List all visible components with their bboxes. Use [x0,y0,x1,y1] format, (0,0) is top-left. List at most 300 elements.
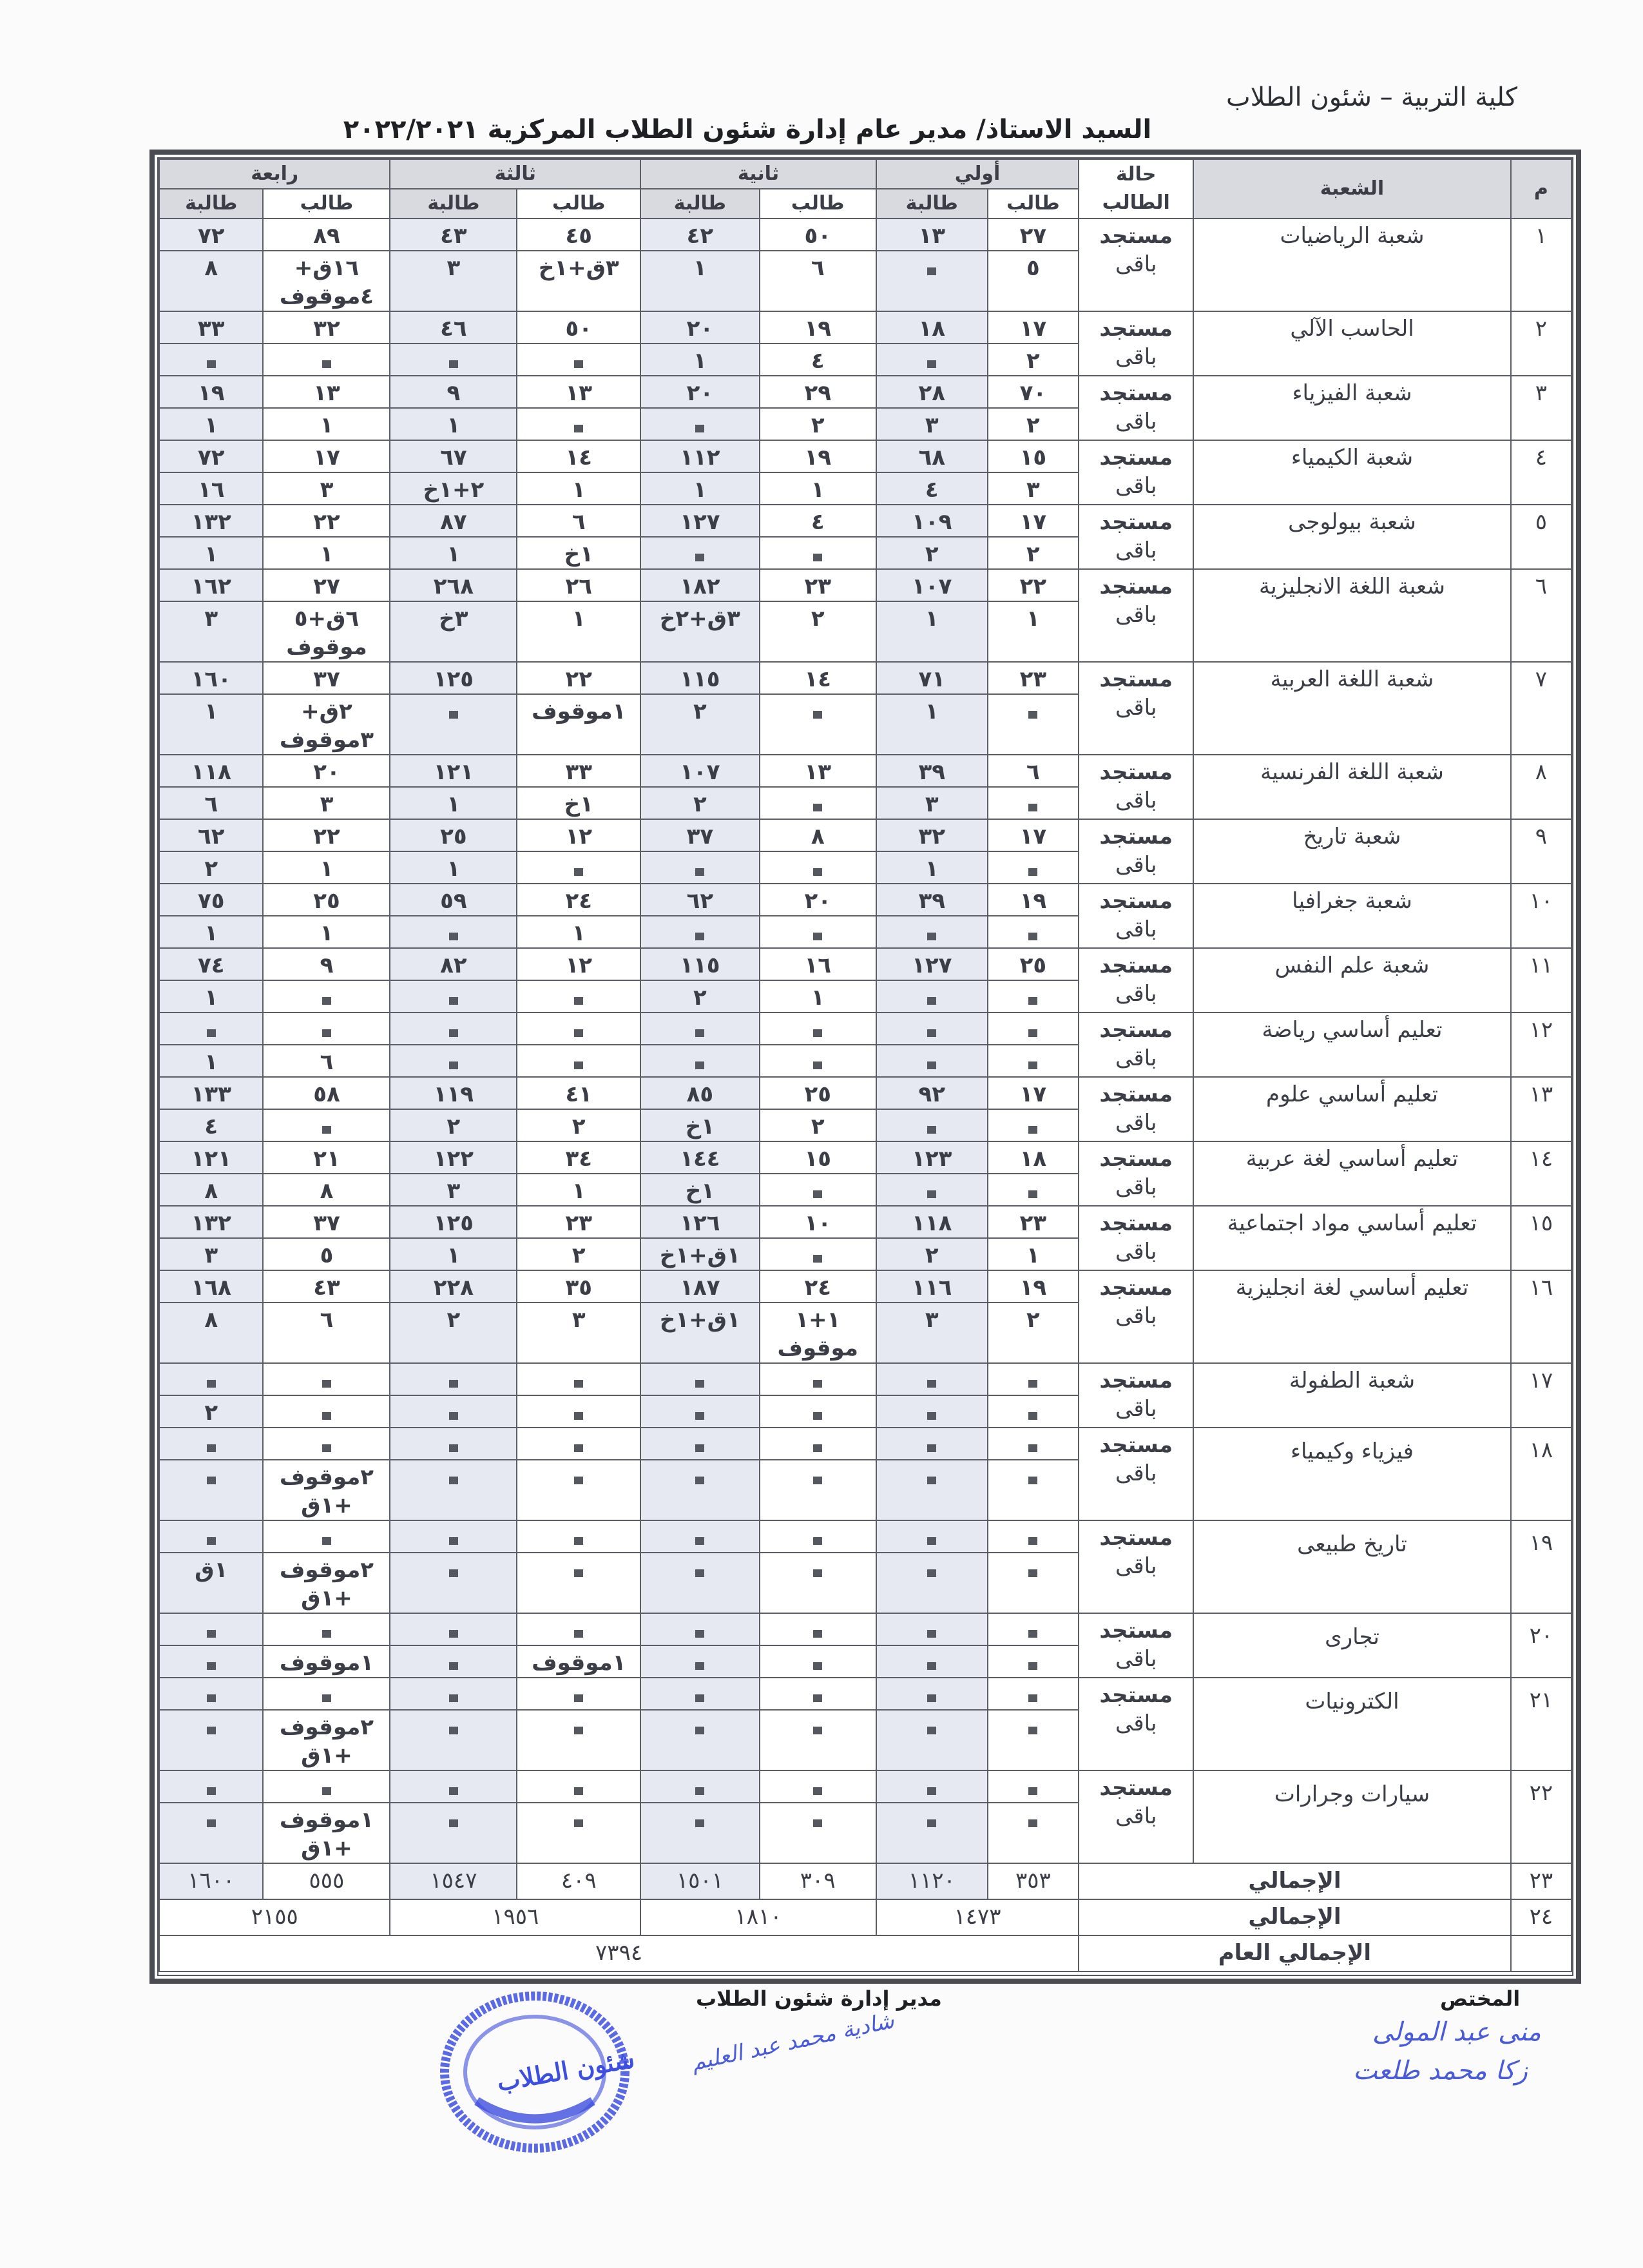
student-status [1079,1363,1193,1428]
cell-value [988,662,1079,694]
cell-value [988,1270,1079,1303]
gender-header-female: طالبة [390,189,517,218]
manager-label: مدير إدارة شئون الطلاب [696,1986,942,2011]
dash-mark [695,425,704,432]
cell-value [988,787,1079,819]
row-index: ٢٠ [1511,1613,1571,1678]
cell-value [876,1141,988,1174]
dash-mark [574,1694,583,1702]
dash-mark [1028,711,1037,719]
cell-text: ٢٢ [1019,574,1047,599]
cell-text: ١ [447,541,461,567]
cell-value [159,948,263,980]
table-row [159,1770,1571,1803]
status-remaining: باقى [1115,981,1157,1007]
cell-text: ١٤ [804,666,831,692]
student-status [1079,1077,1193,1141]
cell-value [263,251,390,311]
cell-text: ١ [204,699,218,724]
cell-value [640,1803,759,1863]
cell-value [876,1710,988,1770]
cell-value [640,1045,759,1077]
student-status [1079,1270,1193,1363]
cell-value [159,1174,263,1206]
cell-text: ١ق [195,1557,228,1583]
cell-value [159,980,263,1013]
dash-mark [1028,1380,1037,1388]
student-status [1079,311,1193,376]
cell-text: ١ [447,412,461,438]
cell-value [517,505,640,537]
table-row [159,1613,1571,1645]
cell-value [760,569,876,601]
cell-text: ٢ [693,699,707,724]
division-name: شعبة الفيزياء [1193,376,1510,440]
dash-mark [927,1444,936,1452]
cell-value [640,662,759,694]
cell-value [988,1460,1079,1520]
cell-value [263,569,390,601]
table-row [159,662,1571,694]
cell-value [760,1678,876,1710]
cell-value [760,916,876,948]
cell-text: ٨ [811,824,825,849]
dash-mark [695,1061,704,1069]
table-row [159,1363,1571,1395]
students-table [159,159,1572,1972]
cell-value [876,851,988,884]
document-title: السيد الاستاذ/ مدير عام إدارة شئون الطلاب المركزية ٢٠٢٢/٢٠٢١ [343,115,1152,144]
cell-value [517,1109,640,1141]
student-status [1079,376,1193,440]
row-index: ٤ [1511,440,1571,505]
division-name: فيزياء وكيمياء [1193,1428,1510,1520]
cell-text: ٢ [811,1114,825,1139]
dash-mark [449,1380,458,1388]
cell-text: ٢٦٨ [433,574,474,599]
total-value: ٣٠٩ [760,1863,876,1899]
cell-text: ١٢٣ [912,1146,952,1172]
cell-text: ٢٧ [1019,223,1047,249]
dash-mark [207,1444,216,1452]
status-new: مستجد [1099,445,1173,470]
cell-text: ٦ [1026,759,1040,785]
cell-text: ٧٢ [197,445,225,470]
cell-text: ٣موقوف [279,727,374,753]
cell-value [760,980,876,1013]
student-status [1079,569,1193,662]
cell-value [876,1206,988,1238]
cell-text: ٢ [693,985,707,1011]
cell-text: ٧٠ [1019,380,1047,406]
dash-mark [813,1029,822,1037]
cell-value [517,1770,640,1803]
cell-text: ١ [447,1243,461,1268]
student-status [1079,1141,1193,1206]
status-remaining: باقى [1115,852,1157,878]
cell-value [263,1803,390,1863]
cell-value [517,1520,640,1553]
cell-value [159,1553,263,1613]
cell-value [390,408,517,440]
cell-text: ١ [320,920,334,946]
year-header-1: أولي [876,159,1079,189]
dash-mark [927,1787,936,1795]
cell-value [263,1141,390,1174]
status-remaining: باقى [1115,344,1157,370]
status-new: مستجد [1099,380,1173,406]
status-new: مستجد [1099,1017,1173,1043]
cell-value [263,1678,390,1710]
cell-value [159,787,263,819]
dash-mark [574,1537,583,1545]
status-new: مستجد [1099,1146,1173,1172]
dash-mark [927,1662,936,1670]
division-name: تجارى [1193,1613,1510,1678]
cell-value [988,1395,1079,1428]
cell-value [159,1613,263,1645]
cell-value [390,980,517,1013]
cell-text: ١ [811,477,825,503]
col-index-header: م [1511,159,1571,218]
cell-value [263,1363,390,1395]
dash-mark [449,1662,458,1670]
grand-total-row [159,1935,1571,1972]
cell-value [876,694,988,755]
cell-value [988,408,1079,440]
cell-value [988,1613,1079,1645]
cell-text: ٧١ [918,666,946,692]
division-name: شعبة بيولوجى [1193,505,1510,569]
division-name: تعليم أساسي مواد اجتماعية [1193,1206,1510,1270]
division-name: شعبة الرياضيات [1193,218,1510,311]
dash-mark [1028,1694,1037,1702]
cell-value [760,408,876,440]
cell-text: ٥ [320,1243,334,1268]
cell-value [517,1428,640,1460]
cell-text: ١٧ [1019,824,1047,849]
dash-mark [207,1787,216,1795]
cell-value [760,819,876,851]
cell-value [159,408,263,440]
cell-value [760,601,876,662]
cell-value [760,1553,876,1613]
dash-mark [449,1444,458,1452]
cell-value [517,344,640,376]
table-row [159,1678,1571,1710]
cell-text: موقوف [286,634,367,660]
cell-value [760,851,876,884]
cell-value [517,1013,640,1045]
college-header: كلية التربية – شئون الطلاب [1225,82,1517,112]
cell-text: ١٢٧ [680,509,720,535]
cell-value [517,1141,640,1174]
cell-text: ٢٠ [686,380,714,406]
cell-text: ١٢٧ [912,953,952,978]
cell-text: ١١٥ [680,666,720,692]
cell-value [390,537,517,569]
cell-value [988,251,1079,311]
table-row [159,440,1571,472]
cell-value [390,251,517,311]
cell-value [159,601,263,662]
status-remaining: باقى [1115,1711,1157,1736]
cell-value [640,819,759,851]
cell-text: ١١٨ [191,759,231,785]
cell-value [760,1077,876,1109]
cell-value [760,787,876,819]
cell-value [159,537,263,569]
division-name: الحاسب الآلي [1193,311,1510,376]
cell-text: ٢ [925,541,939,567]
cell-text: ١٢ [565,953,593,978]
cell-value [517,1395,640,1428]
cell-value [760,1520,876,1553]
dash-mark [574,1061,583,1069]
cell-text: ٢ [1026,1307,1040,1333]
cell-text: ٢ [204,1400,218,1426]
gender-header-male: طالب [988,189,1079,218]
cell-value [159,694,263,755]
cell-value [517,662,640,694]
row-index: ٣ [1511,376,1571,440]
dash-mark [1028,1569,1037,1577]
table-row [159,948,1571,980]
cell-value [988,884,1079,916]
dash-mark [927,933,936,940]
dash-mark [449,933,458,940]
cell-text: ٢٠ [686,316,714,342]
dash-mark [207,1477,216,1484]
dash-mark [1028,933,1037,940]
dash-mark [927,1190,936,1198]
status-remaining: باقى [1115,1239,1157,1265]
cell-text: ١ [811,985,825,1011]
dash-mark [695,554,704,561]
status-new: مستجد [1099,759,1173,785]
total-value: ١٥٤٧ [390,1863,517,1899]
dash-mark [813,1255,822,1263]
cell-text: ١٢٢ [433,1146,474,1172]
cell-value [263,1613,390,1645]
cell-text: ٣ [572,1307,586,1333]
status-new: مستجد [1099,1525,1173,1551]
cell-value [988,1363,1079,1395]
cell-value [640,344,759,376]
cell-value [988,1077,1079,1109]
status-remaining: باقى [1115,1174,1157,1200]
cell-value [988,1045,1079,1077]
cell-text: ٦ [811,255,825,281]
cell-value [159,344,263,376]
cell-value [760,694,876,755]
cell-value [876,1109,988,1141]
cell-value [988,537,1079,569]
cell-value [640,376,759,408]
dash-mark [449,1727,458,1734]
specialist-signature-2: زكا محمد طلعت [1353,2056,1528,2086]
dash-mark [574,1727,583,1734]
cell-text: ١ [204,412,218,438]
dash-mark [574,1569,583,1577]
cell-text: ١٩ [1019,888,1047,914]
cell-value [159,376,263,408]
cell-text: ٢ [1026,412,1040,438]
cell-value [988,1553,1079,1613]
cell-text: ٤٣ [440,223,467,249]
dash-mark [1028,1412,1037,1420]
cell-value [517,601,640,662]
cell-text: ١ [572,920,586,946]
cell-value [263,1238,390,1270]
dash-mark [322,1412,331,1420]
row-index: ١١ [1511,948,1571,1013]
cell-value [876,1395,988,1428]
cell-text: ١ [572,1178,586,1204]
cell-value [159,1460,263,1520]
year-total-value: ١٨١٠ [640,1899,876,1935]
status-remaining: باقى [1115,1803,1157,1829]
cell-value [876,1428,988,1460]
cell-value [390,1013,517,1045]
cell-value [263,851,390,884]
cell-value [760,311,876,344]
dash-mark [1028,868,1037,876]
division-name: شعبة اللغة الانجليزية [1193,569,1510,662]
cell-value [876,1645,988,1678]
cell-value [159,662,263,694]
dash-mark [813,1380,822,1388]
cell-text: ١٠٧ [912,574,952,599]
cell-text: ٧٥ [197,888,225,914]
cell-value [390,601,517,662]
cell-value [517,1077,640,1109]
cell-value [876,916,988,948]
dash-mark [1028,1444,1037,1452]
cell-value [390,344,517,376]
dash-mark [927,1477,936,1484]
dash-mark [574,1029,583,1037]
status-remaining: باقى [1115,538,1157,563]
cell-text: ١١٥ [680,953,720,978]
gender-header-male: طالب [517,189,640,218]
table-row [159,311,1571,344]
cell-text: ٣ [925,1307,939,1333]
cell-text: ٣٢ [918,824,946,849]
cell-text: ١٨٧ [680,1275,720,1301]
cell-value [517,884,640,916]
dash-mark [449,997,458,1005]
cell-value [263,1206,390,1238]
cell-value [876,1045,988,1077]
cell-value [876,1270,988,1303]
dash-mark [1028,997,1037,1005]
cell-text: ٢ [693,791,707,817]
dash-mark [813,933,822,940]
dash-mark [695,1477,704,1484]
cell-value [988,1109,1079,1141]
division-name: شعبة علم النفس [1193,948,1510,1013]
dash-mark [322,1630,331,1638]
manager-signature: شادية محمد عبد العليم [689,2008,897,2076]
row-index: ١٥ [1511,1206,1571,1270]
status-new: مستجد [1099,1275,1173,1301]
cell-text: ٢ [1026,541,1040,567]
cell-value [390,440,517,472]
cell-value [263,472,390,505]
cell-text: ٣ [204,1243,218,1268]
year-total-value: ١٤٧٣ [876,1899,1079,1935]
cell-text: ٣٥ [565,1275,593,1301]
cell-text: ١ [204,1049,218,1075]
cell-text: ٦ [572,509,586,535]
cell-text: ٣٧ [686,824,714,849]
cell-text: ١٦٠ [191,666,231,692]
cell-value [517,1303,640,1363]
cell-text: +١ق [301,1585,352,1611]
cell-value [876,1303,988,1363]
dash-mark [813,711,822,719]
table-row [159,1428,1571,1460]
status-new: مستجد [1099,953,1173,978]
cell-value [390,819,517,851]
cell-value [988,1238,1079,1270]
year-header-3: ثالثة [390,159,640,189]
status-remaining: باقى [1115,473,1157,499]
cell-value [517,948,640,980]
dash-mark [927,267,936,275]
cell-value [640,916,759,948]
cell-text: ١موقوف [279,1650,374,1676]
dash-mark [695,1029,704,1037]
cell-text: ١ [572,477,586,503]
student-status [1079,1206,1193,1270]
dash-mark [207,1662,216,1670]
dash-mark [207,1694,216,1702]
cell-text: ٥٠ [804,223,831,249]
cell-value [640,537,759,569]
cell-value [640,1174,759,1206]
cell-value [159,1645,263,1678]
cell-value [988,569,1079,601]
cell-text: ٢٦ [565,574,593,599]
cell-value [988,1303,1079,1363]
cell-value [988,1678,1079,1710]
student-status [1079,1013,1193,1077]
dash-mark [207,1819,216,1827]
student-status [1079,1428,1193,1520]
cell-value [390,1174,517,1206]
dash-mark [927,1380,936,1388]
cell-value [640,218,759,251]
division-name: تعليم أساسي لغة انجليزية [1193,1270,1510,1363]
cell-text: ١٤ [565,445,593,470]
cell-value [390,1270,517,1303]
cell-value [640,569,759,601]
cell-value [760,1109,876,1141]
cell-value [517,1206,640,1238]
cell-value [263,980,390,1013]
dash-mark [927,1630,936,1638]
cell-value [876,1174,988,1206]
table-row [159,819,1571,851]
cell-value [640,980,759,1013]
cell-value [159,1238,263,1270]
total-value: ١٥٠١ [640,1863,759,1899]
cell-text: ٢ق+ [301,699,352,724]
cell-value [263,1428,390,1460]
cell-text: ٨٥ [686,1081,714,1107]
